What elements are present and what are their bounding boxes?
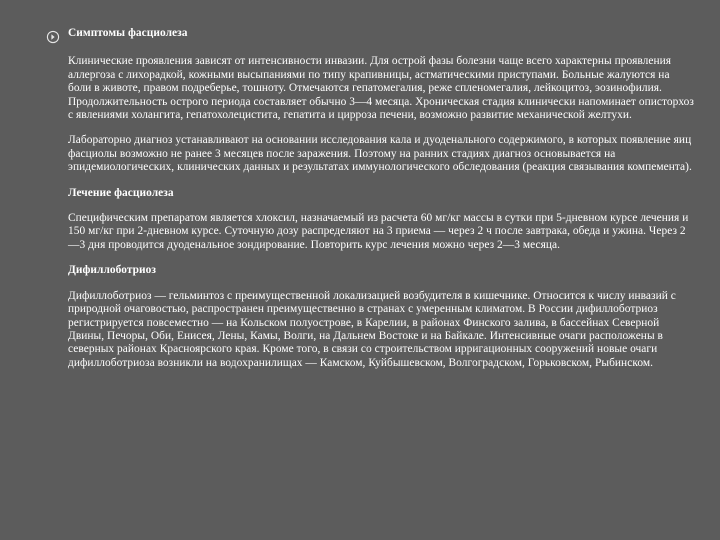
paragraph-symptoms: Клинические проявления зависят от интенсивности инвазии. Для острой фазы болезни чаще всего характерны проявления аллергоза с лихорадкой, кожными высыпаниями по типу крапивницы, астматическими приступами. Больные жалуются на боли в животе, правом подреберье, тошноту. Отмечаются гепатомегалия, реже спленомегалия, лейкоцитоз, эозинофилия. Продолжительность острого периода составляет обычно 3—4 месяца. Хроническая стадия клинически напоминает описторхоз с явлениями холангита, гепатохолецистита, гепатита и цирроза печени, возможно развитие механической желтухи. xyxy=(68,55,694,122)
paragraph-diagnosis: Лабораторно диагноз устанавливают на основании исследования кала и дуоденального содержимого, в которых появление яиц фасциолы возможно не ранее 3 месяцев после заражения. Поэтому на ранних стадиях диагноз основывается на эпидемиологических, клинических данных и результатах иммунологического обследования (реакция связывания компемента). xyxy=(68,134,692,174)
section-title-symptoms: Симптомы фасциолеза xyxy=(68,27,188,39)
paragraph-diphyllobothriasis: Дифиллоботриоз — гельминтоз с преимущественной локализацией возбудителя в кишечнике. Относится к числу инвазий с природной очаговостью, распространен преимущественно в странах с умеренным климатом. В России дифиллоботриоз регистрируется повсеместно — на Кольском полуострове, в Карелии, в районах Финского залива, в бассейнах Северной Двины, Печоры, Оби, Енисея, Лены, Камы, Волги, на Дальнем Востоке и на Байкале. Интенсивные очаги расположены в северных районах Красноярского края. Кроме того, в связи со строительством ирригационных сооружений новые очаги дифиллоботриоза возникли на водохранилищах — Камском, Куйбышевском, Волгоградском, Горьковском, Рыбинском. xyxy=(68,289,676,369)
slide-content xyxy=(68,27,694,370)
paragraph-treatment: Специфическим препаратом является хлоксил, назначаемый из расчета 60 мг/кг массы в сутки при 5-дневном курсе лечения и 150 мг/кг при 2-дневном курсе. Суточную дозу распределяют на 3 приема — через 2 ч после завтрака, обеда и ужина. Через 2—3 дня проводится дуоденальное зондирование. Повторить курс лечения можно через 2—3 месяца. xyxy=(68,212,689,251)
section-title-treatment: Лечение фасциолеза xyxy=(68,186,174,199)
circled-arrow-bullet-icon xyxy=(46,30,60,44)
section-title-diphyllobothriasis: Дифиллоботриоз xyxy=(68,264,157,277)
